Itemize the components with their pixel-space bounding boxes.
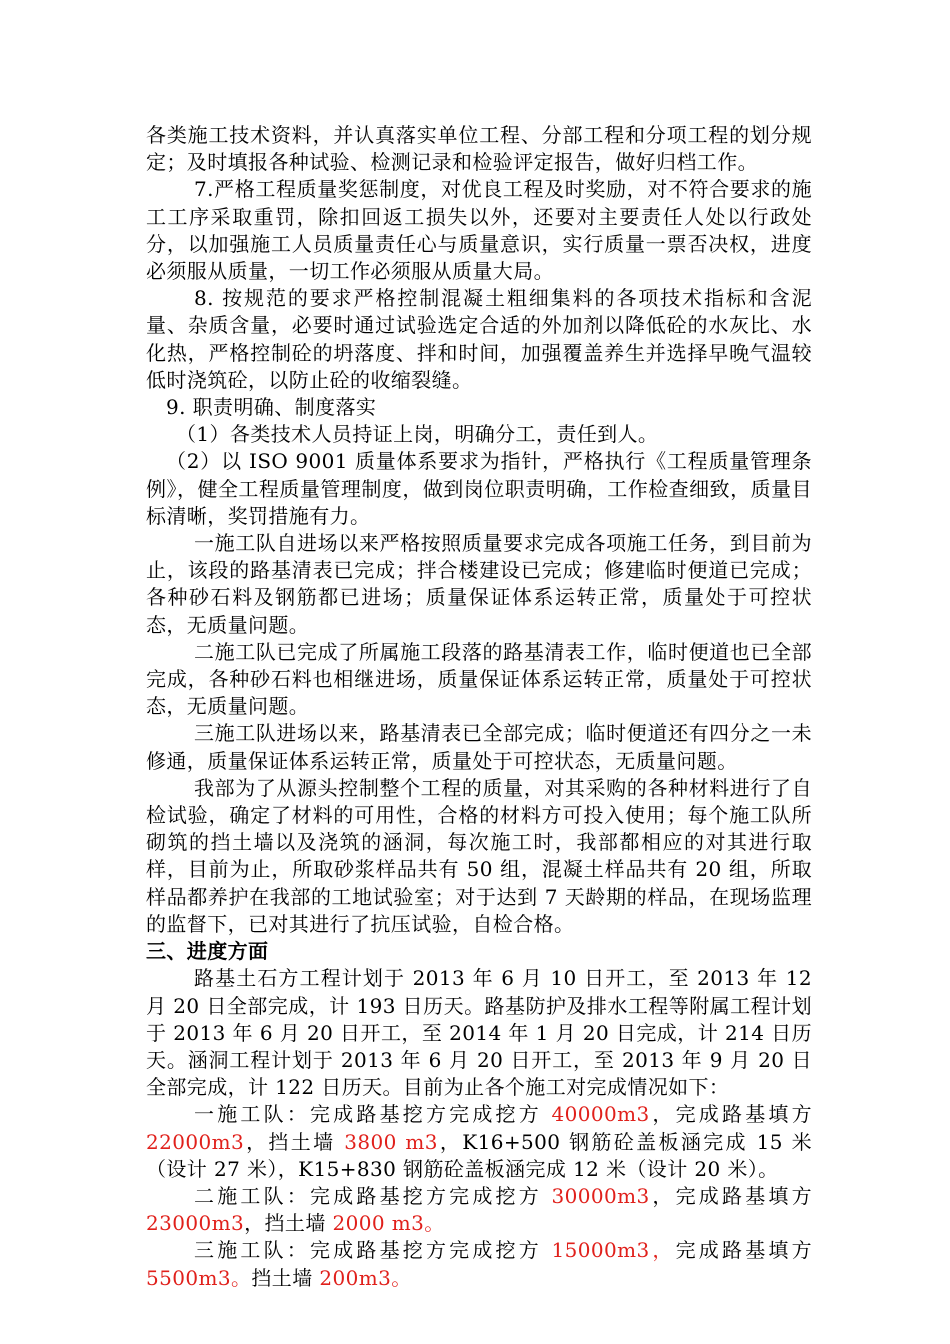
team-1-wall-prefix: ，挡土墙 xyxy=(244,1129,345,1154)
team-1-excavation: 40000m3 xyxy=(551,1102,650,1127)
paragraph-team-2-progress xyxy=(146,1183,812,1237)
paragraph-item-8: 8. 按规范的要求严格控制混凝土粗细集料的各项技术指标和含泥量、杂质含量，必要时通过试验选定合适的外加剂以降低砼的水灰比、水化热，严格控制砼的坍落度、拌和时间，加强覆盖养生并选择早晚气温较低时浇筑砼，以防止砼的收缩裂缝。 xyxy=(146,286,812,392)
paragraph-material-testing: 我部为了从源头控制整个工程的质量，对其采购的各种材料进行了自检试验，确定了材料的可用性，合格的材料方可投入使用；每个施工队所砌筑的挡土墙以及浇筑的涵洞，每次施工时，我部都相应的对其进行取样，目前为止，所取砂浆样品共有 50 组，混凝土样品共有 20 组，所取样品都养护在我部的工地试验室；对于达到 7 天龄期的样品，在现场监理的监督下，已对其进行了抗压试验，自检合格。 xyxy=(146,775,812,936)
team-3-wall-prefix: 挡土墙 xyxy=(251,1265,320,1290)
paragraph-team-2-quality: 二施工队已完成了所属施工段落的路基清表工作，临时便道也已全部完成，各种砂石料也相继进场，质量保证体系运转正常，质量处于可控状态，无质量问题。 xyxy=(146,639,812,719)
team-2-fill: 23000m3 xyxy=(146,1211,245,1236)
document-page xyxy=(146,122,812,1292)
team-2-excavation: 30000m3 xyxy=(551,1183,650,1208)
paragraph-archive: 各类施工技术资料，并认真落实单位工程、分部工程和分项工程的划分规定；及时填报各种试验、检测记录和检验评定报告，做好归档工作。 xyxy=(146,123,812,175)
team-1-fill: 22000m3 xyxy=(146,1129,245,1154)
team-2-wall-prefix: ，挡土墙 xyxy=(244,1211,333,1236)
team-3-prefix: 三施工队：完成路基挖方完成挖方 xyxy=(194,1238,552,1263)
team-3-mid: 完成路基填方 xyxy=(675,1238,812,1263)
paragraph-item-9-2: （2）以 ISO 9001 质量体系要求为指针，严格执行《工程质量管理条例》，健全工程质量管理制度，做到岗位职责明确，工作检查细致，质量目标清晰，奖罚措施有力。 xyxy=(146,449,812,528)
team-3-wall: 200m3。 xyxy=(319,1265,412,1290)
paragraph-progress-plan: 路基土石方工程计划于 2013 年 6 月 10 日开工，至 2013 年 12 月 20 日全部完成，计 193 日历天。路基防护及排水工程等附属工程计划于 2013 年 6 月 20 日开工，至 2014 年 1 月 20 日完成，计 214 日历天。涵洞工程计划于 2013 年 6 月 20 日开工，至 2013 年 9 月 20 日全部完成，计 122 日历天。目前为止各个施工对完成情况如下： xyxy=(146,966,812,1100)
team-3-excavation: 15000m3， xyxy=(551,1238,676,1263)
team-1-wall: 3800 m3 xyxy=(344,1129,438,1154)
team-2-wall: 2000 m3。 xyxy=(332,1211,445,1236)
paragraph-item-9-1: （1）各类技术人员持证上岗，明确分工，责任到人。 xyxy=(176,422,659,447)
paragraph-team-3-quality: 三施工队进场以来，路基清表已全部完成；临时便道还有四分之一未修通，质量保证体系运转正常，质量处于可控状态，无质量问题。 xyxy=(146,721,812,773)
team-1-mid: ，完成路基填方 xyxy=(649,1102,812,1127)
team-1-prefix: 一施工队：完成路基挖方完成挖方 xyxy=(194,1102,552,1127)
team-1-suffix: ，K16+500 钢筋砼盖板涵完成 15 米（设计 27 米），K15+830 钢筋砼盖板涵完成 12 米（设计 20 米）。 xyxy=(146,1129,812,1181)
team-2-mid: ，完成路基填方 xyxy=(649,1183,812,1208)
paragraph-team-1-quality: 一施工队自进场以来严格按照质量要求完成各项施工任务，到目前为止，该段的路基清表已完成；拌合楼建设已完成；修建临时便道已完成；各种砂石料及钢筋都已进场；质量保证体系运转正常，质量处于可控状态，无质量问题。 xyxy=(146,531,812,637)
section-heading-progress: 三、进度方面 xyxy=(146,939,269,964)
paragraph-team-3-progress xyxy=(146,1237,812,1291)
paragraph-team-1-progress xyxy=(146,1101,812,1183)
team-3-fill: 5500m3。 xyxy=(146,1265,252,1290)
paragraph-item-7: 7.严格工程质量奖惩制度，对优良工程及时奖励，对不符合要求的施工工序采取重罚，除扣回返工损失以外，还要对主要责任人处以行政处分，以加强施工人员质量责任心与质量意识，实行质量一票否决权，进度必须服从质量，一切工作必须服从质量大局。 xyxy=(146,177,812,284)
paragraph-item-9: 9. 职责明确、制度落实 xyxy=(166,395,377,420)
team-2-prefix: 二施工队：完成路基挖方完成挖方 xyxy=(194,1183,552,1208)
